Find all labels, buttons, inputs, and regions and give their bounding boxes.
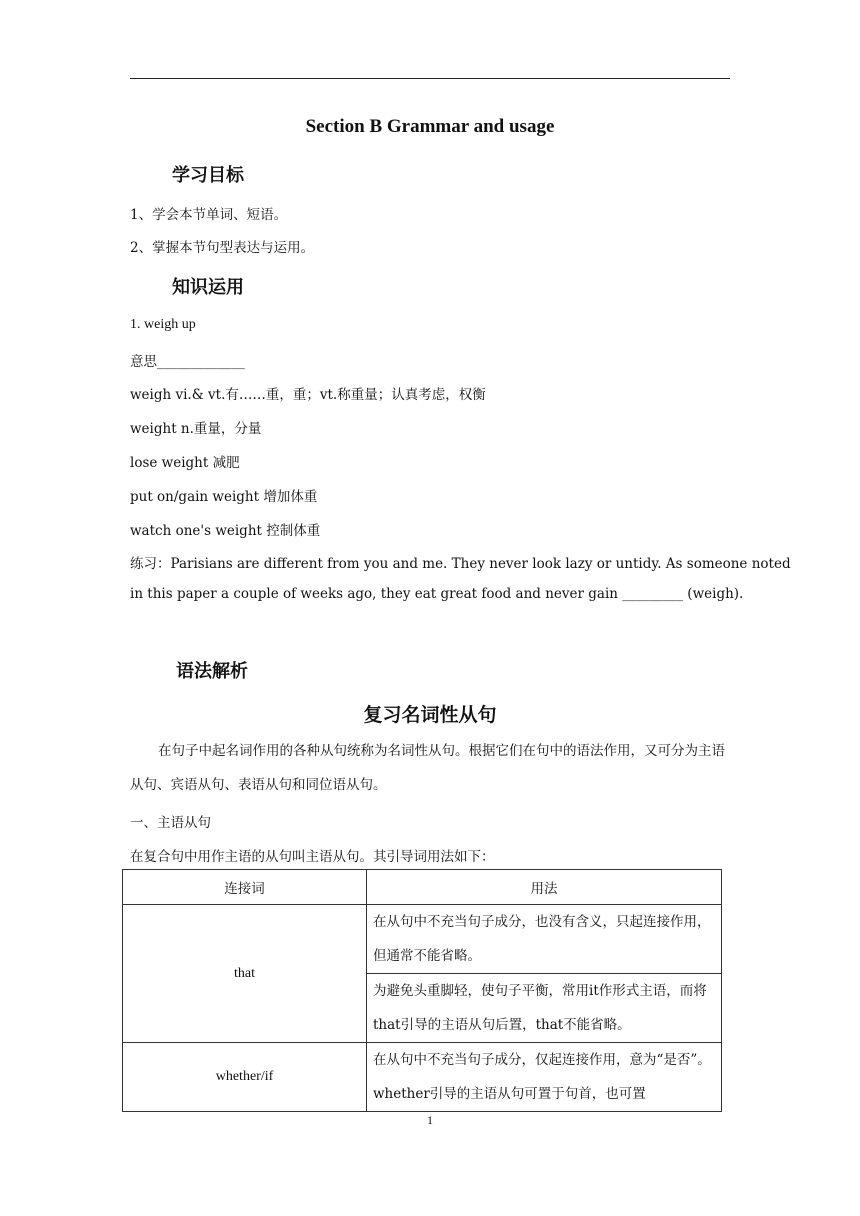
usage-cell: 在从句中不充当句子成分，也没有含义，只起连接作用，但通常不能省略。	[367, 905, 722, 974]
goal-item: 1、学会本节单词、短语。	[130, 207, 288, 223]
exercise-line: 练习：Parisians are different from you and me. They never look lazy or untidy. As someone noted	[130, 556, 791, 572]
vocab-line: put on/gain weight 增加体重	[130, 489, 318, 505]
section-description: 在复合句中用作主语的从句叫主语从句。其引导词用法如下：	[130, 849, 495, 865]
connector-cell: whether/if	[123, 1043, 367, 1112]
header-rule	[130, 78, 730, 79]
usage-cell: 在从句中不充当句子成分，仅起连接作用，意为“是否”。whether引导的主语从句可置于句首，也可置	[367, 1043, 722, 1112]
goals-heading: 学习目标	[172, 165, 244, 186]
usage-cell: 为避免头重脚轻，使句子平衡，常用it作形式主语，而将that引导的主语从句后置，that不能省略。	[367, 974, 722, 1043]
vocab-line: watch one's weight 控制体重	[130, 523, 321, 539]
connector-cell: that	[123, 905, 367, 1043]
page-number: 1	[427, 1113, 433, 1127]
vocab-line: weigh vi.& vt.有……重，重；vt.称重量；认真考虑，权衡	[130, 387, 486, 403]
page-title: Section B Grammar and usage	[305, 116, 555, 137]
goal-item: 2、掌握本节句型表达与运用。	[130, 240, 315, 256]
knowledge-heading: 知识运用	[172, 277, 244, 298]
section-heading: 一、主语从句	[130, 815, 211, 831]
table-header-row	[123, 870, 722, 905]
table-row	[123, 1043, 722, 1112]
table-header-cell: 连接词	[123, 870, 367, 905]
grammar-subtitle: 复习名词性从句	[363, 704, 497, 726]
table-header-cell: 用法	[367, 870, 722, 905]
grammar-heading: 语法解析	[176, 661, 248, 682]
exercise-line: in this paper a couple of weeks ago, they eat great food and never gain _________ (weigh).	[130, 586, 744, 602]
vocab-item-title: 1. weigh up	[130, 317, 196, 332]
grammar-intro-paragraph: 在句子中起名词作用的各种从句统称为名词性从句。根据它们在句中的语法作用，又可分为主语从句、宾语从句、表语从句和同位语从句。	[130, 743, 725, 793]
vocab-line: lose weight 减肥	[130, 455, 240, 471]
vocab-line: weight n.重量，分量	[130, 421, 262, 437]
meaning-blank-line: 意思_____________	[130, 354, 245, 370]
clause-connectors-table	[122, 869, 722, 1112]
table-row	[123, 905, 722, 974]
